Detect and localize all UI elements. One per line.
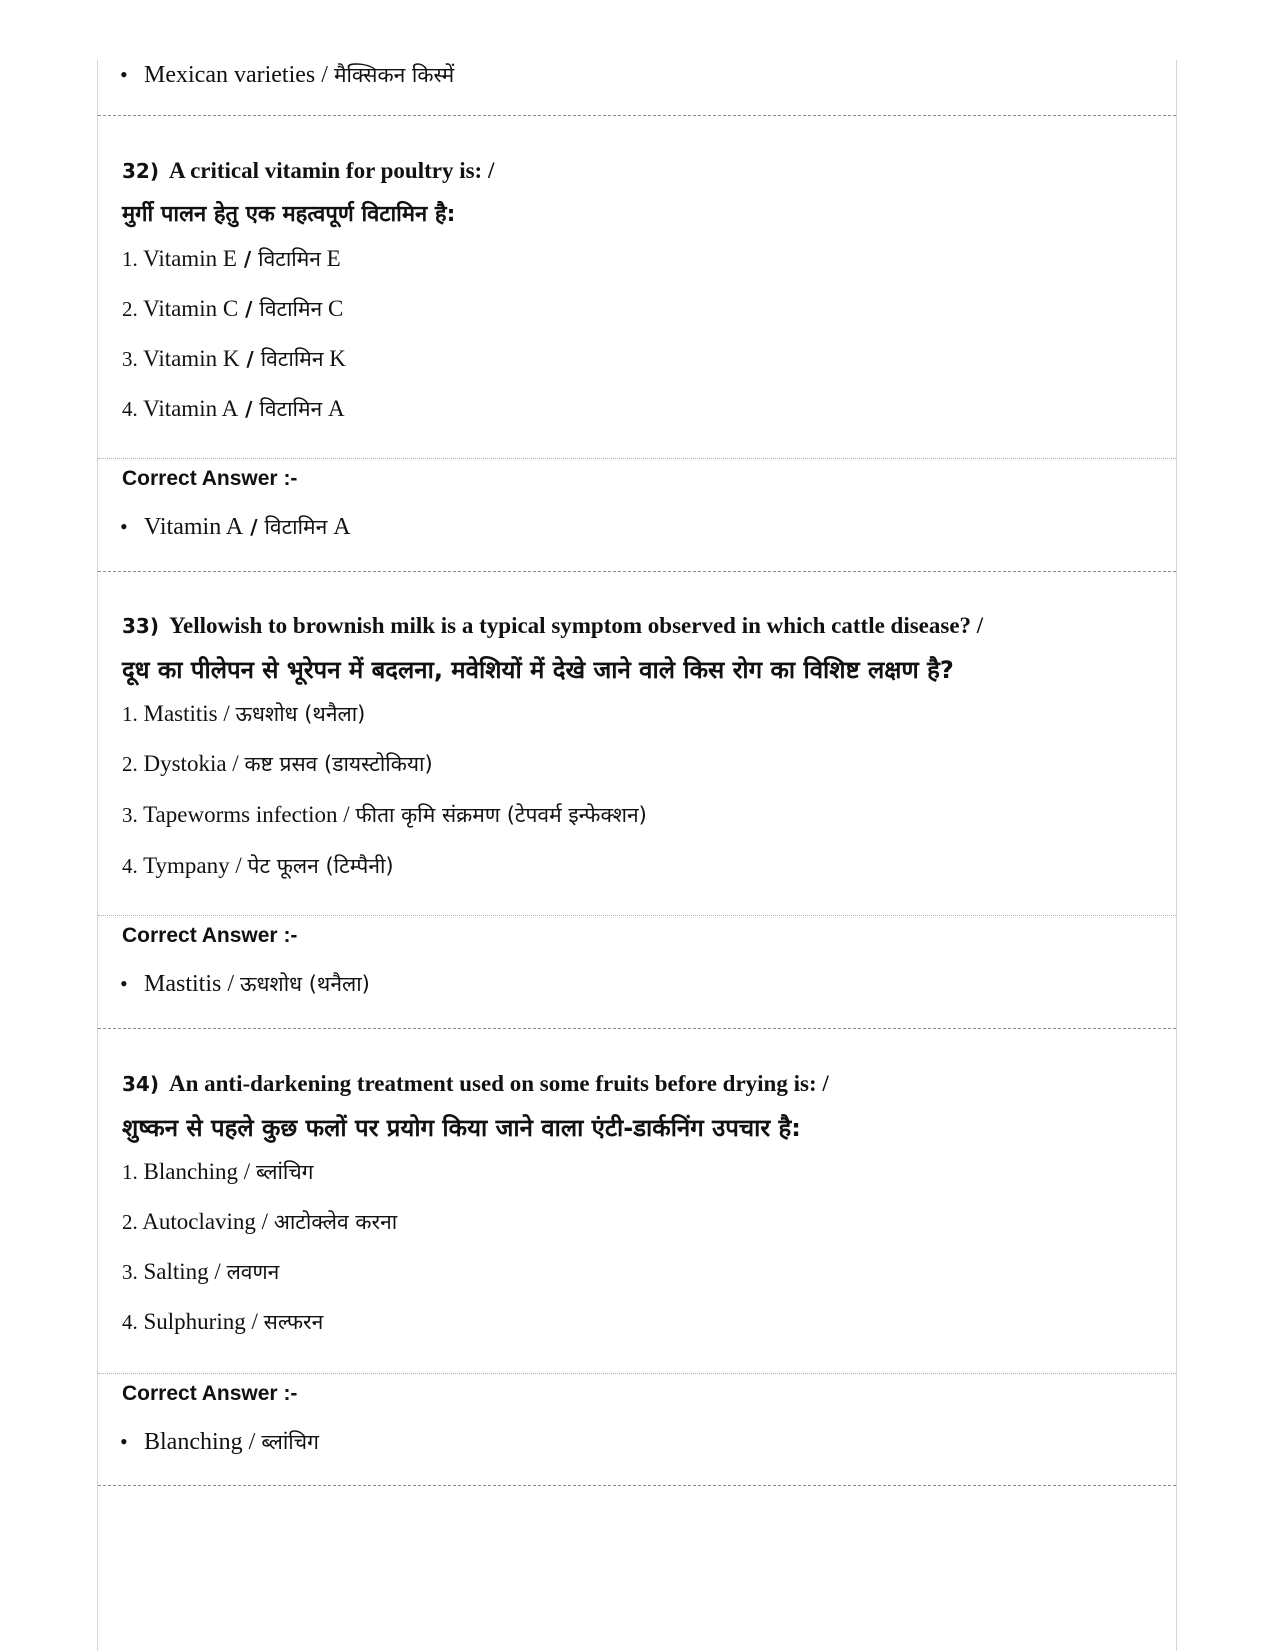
option-4 (98, 851, 1176, 881)
option-text-en: Vitamin C (143, 296, 239, 321)
correct-answer-label: Correct Answer :- (122, 1382, 298, 1405)
answer-separator (98, 915, 1176, 916)
option-text-hi: कष्ट प्रसव (डायस्टोकिया) (244, 752, 433, 776)
option-number: 4. (122, 854, 138, 878)
answer-separator-text: / (243, 515, 265, 539)
option-1 (98, 1157, 1176, 1187)
answer-text-hi: ब्लांचिग (261, 1430, 319, 1454)
question-text-en: Yellowish to brownish milk is a typical symptom observed in which cattle disease? / (168, 613, 984, 638)
answer-text-en: Mastitis / (144, 971, 241, 997)
option-suffix: C (322, 296, 344, 321)
option-suffix: E (320, 246, 341, 271)
question-text-en: An anti-darkening treatment used on some fruits before drying is: / (168, 1071, 829, 1096)
correct-answer-label: Correct Answer :- (122, 467, 298, 490)
option-text-hi: आटोक्लेव करना (273, 1210, 398, 1234)
question-separator (98, 115, 1176, 116)
question-separator (98, 571, 1176, 572)
option-text-hi: विटामिन (260, 347, 324, 371)
option-number: 3. (122, 803, 138, 827)
option-number: 2. (122, 752, 138, 776)
option-number: 4. (122, 1310, 138, 1334)
option-separator: / (239, 347, 261, 371)
question-block-33 (98, 611, 1176, 881)
option-text-hi: पेट फूलन (टिम्पैनी) (247, 854, 394, 878)
previous-answer-item (98, 60, 1176, 90)
option-text-en: Vitamin K (143, 346, 240, 371)
question-block-34 (98, 1069, 1176, 1337)
option-2 (98, 1207, 1176, 1237)
option-text-en: Blanching / (143, 1159, 256, 1184)
option-number: 1. (122, 702, 138, 726)
option-text-hi: सल्फरन (263, 1310, 324, 1334)
question-number: 34) (122, 1072, 159, 1096)
answer-text-en: Blanching / (144, 1429, 262, 1455)
option-2 (98, 294, 1176, 324)
option-number: 1. (122, 1160, 138, 1184)
option-2 (98, 749, 1176, 779)
question-number: 33) (122, 614, 159, 638)
option-text-hi: लवणन (226, 1260, 280, 1284)
question-number: 32) (122, 159, 159, 183)
question-title (98, 611, 1176, 641)
option-text-en: Tapeworms infection / (143, 802, 356, 827)
option-3 (98, 800, 1176, 830)
question-text-hi: दूध का पीलेपन से भूरेपन में बदलना, मवेशियों में देखे जाने वाले किस रोग का विशिष्ट लक्षण है? (122, 656, 954, 684)
option-number: 3. (122, 347, 138, 371)
option-text-hi: ऊधशोध (थनैला) (235, 702, 366, 726)
answer-text-en: Vitamin A (144, 514, 244, 540)
option-text-hi: विटामिन (259, 297, 323, 321)
option-text-en: Vitamin E (143, 246, 237, 271)
question-text-en: A critical vitamin for poultry is: / (168, 158, 495, 183)
option-text-en: Sulphuring / (143, 1309, 264, 1334)
option-number: 2. (122, 1210, 138, 1234)
option-text-hi: ब्लांचिग (255, 1160, 314, 1184)
option-separator: / (236, 247, 259, 271)
option-text-hi: फीता कृमि संक्रमण (टेपवर्म इन्फेक्शन) (355, 803, 647, 827)
option-number: 1. (122, 247, 138, 271)
option-separator: / (238, 297, 260, 321)
option-suffix: A (322, 396, 345, 421)
option-text-en: Salting / (143, 1259, 227, 1284)
question-separator (98, 1028, 1176, 1029)
option-separator: / (238, 397, 260, 421)
question-paper-page (97, 60, 1177, 1651)
answer-separator (98, 1373, 1176, 1374)
option-number: 2. (122, 297, 138, 321)
option-1 (98, 699, 1176, 729)
option-number: 3. (122, 1260, 138, 1284)
option-4 (98, 394, 1176, 424)
correct-answer-item (98, 969, 370, 999)
previous-answer-block (98, 60, 1176, 90)
option-1 (98, 244, 1176, 274)
answer-separator (98, 458, 1176, 459)
option-4 (98, 1307, 1176, 1337)
option-text-en: Tympany / (143, 853, 248, 878)
question-separator (98, 1485, 1176, 1486)
option-text-en: Autoclaving / (142, 1209, 274, 1234)
question-block-32 (98, 156, 1176, 424)
option-text-hi: विटामिन (259, 397, 323, 421)
answer-text-hi: ऊधशोध (थनैला) (240, 972, 370, 996)
previous-answer-hi: मैक्सिकन किस्में (333, 63, 455, 87)
question-text-hi: मुर्गी पालन हेतु एक महत्वपूर्ण विटामिन है: (122, 202, 456, 227)
option-number: 4. (122, 397, 138, 421)
option-text-en: Dystokia / (143, 751, 245, 776)
question-title (98, 1069, 1176, 1099)
option-text-hi: विटामिन (258, 247, 321, 271)
option-3 (98, 1257, 1176, 1287)
previous-answer-en: Mexican varieties / (144, 62, 334, 88)
answer-text-hi: विटामिन (264, 515, 328, 539)
correct-answer-label: Correct Answer :- (122, 924, 298, 947)
option-suffix: K (323, 346, 346, 371)
correct-answer-item (98, 1427, 319, 1457)
option-text-en: Vitamin A (143, 396, 239, 421)
option-3 (98, 344, 1176, 374)
correct-answer-item (98, 512, 351, 542)
question-title (98, 156, 1176, 186)
answer-suffix: A (327, 514, 351, 540)
option-text-en: Mastitis / (143, 701, 236, 726)
question-text-hi: शुष्कन से पहले कुछ फलों पर प्रयोग किया जाने वाला एंटी-डार्कनिंग उपचार है: (122, 1114, 801, 1142)
